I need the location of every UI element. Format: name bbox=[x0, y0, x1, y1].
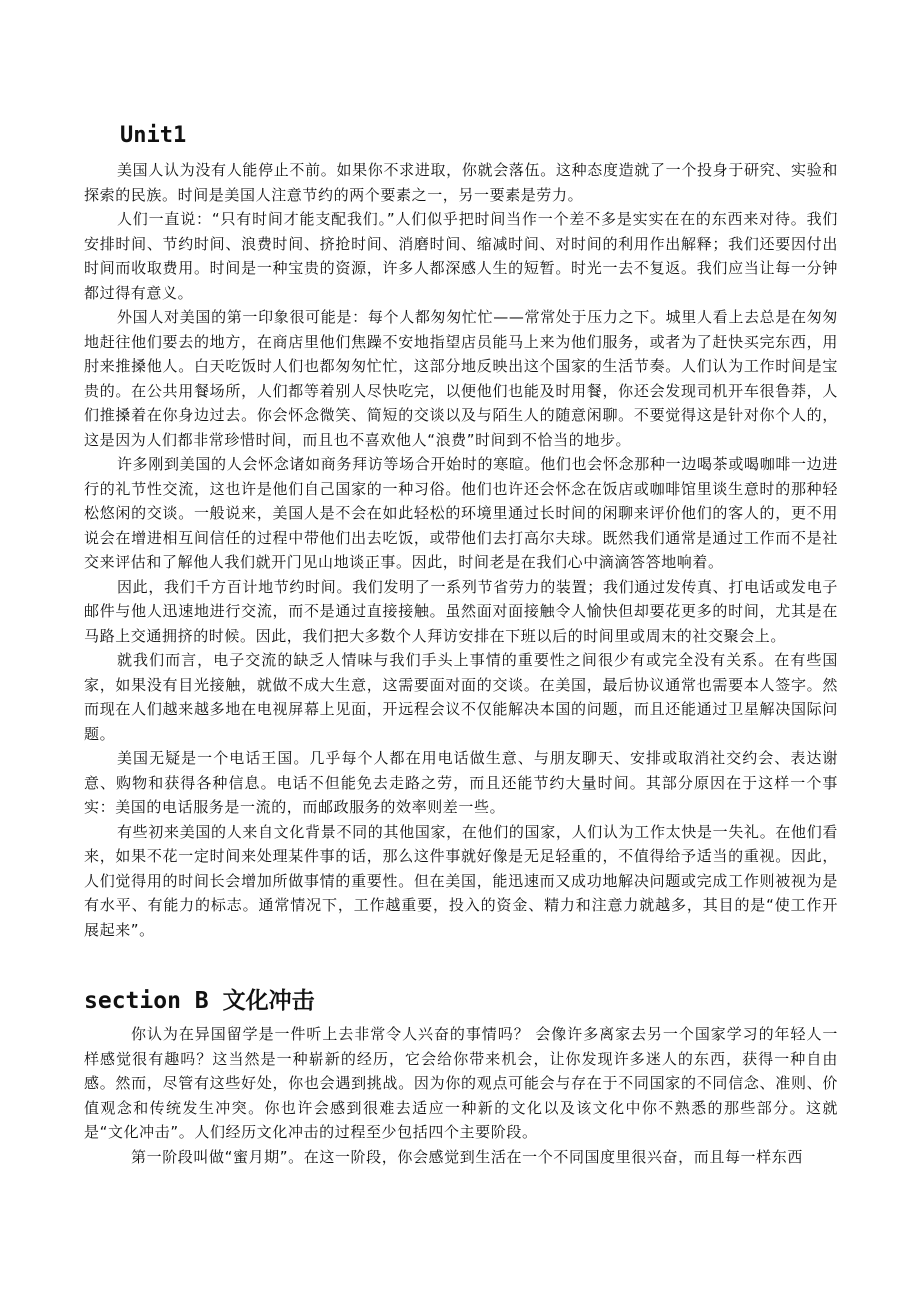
paragraph: 美国人认为没有人能停止不前。如果你不求进取，你就会落伍。这种态度造就了一个投身于研究、实验和探索的民族。时间是美国人注意节约的两个要素之一，另一要素是劳力。 bbox=[84, 161, 838, 204]
paragraph: 因此，我们千方百计地节约时间。我们发明了一系列节省劳力的装置；我们通过发传真、打电话或发电子邮件与他人迅速地进行交流，而不是通过直接接触。虽然面对面接触令人愉快但却要花更多的时间，尤其是在马路上交通拥挤的时候。因此，我们把大多数个人拜访安排在下班以后的时间里或周末的社交聚会上。 bbox=[84, 577, 838, 645]
section-title: 文化冲击 bbox=[222, 988, 315, 1014]
paragraph: 外国人对美国的第一印象很可能是：每个人都匆匆忙忙——常常处于压力之下。城里人看上去总是在匆匆地赶往他们要去的地方，在商店里他们焦躁不安地指望店员能马上来为他们服务，或者为了赶快买完东西，用肘来推搡他人。白天吃饭时人们也都匆匆忙忙，这部分地反映出这个国家的生活节奏。人们认为工作时间是宝贵的。在公共用餐场所，人们都等着别人尽快吃完，以便他们也能及时用餐，你还会发现司机开车很鲁莽，人们推搡着在你身边过去。你会怀念微笑、简短的交谈以及与陌生人的随意闲聊。不要觉得这是针对你个人的，这是因为人们都非常珍惜时间，而且也不喜欢他人“浪费”时间到不恰当的地步。 bbox=[84, 308, 838, 449]
paragraph: 人们一直说：“只有时间才能支配我们。”人们似乎把时间当作一个差不多是实实在在的东西来对待。我们安排时间、节约时间、浪费时间、挤抢时间、消磨时间、缩减时间、对时间的利用作出解释；我们还要因付出时间而收取费用。时间是一种宝贵的资源，许多人都深感人生的短暂。时光一去不复返。我们应当让每一分钟都过得有意义。 bbox=[84, 210, 838, 302]
paragraph: 许多刚到美国的人会怀念诸如商务拜访等场合开始时的寒暄。他们也会怀念那种一边喝茶或喝咖啡一边进行的礼节性交流，这也许是他们自己国家的一种习俗。他们也许还会怀念在饭店或咖啡馆里谈生意时的那种轻松悠闲的交谈。一般说来，美国人是不会在如此轻松的环境里通过长时间的闲聊来评价他们的客人的，更不用说会在增进相互间信任的过程中带他们出去吃饭，或带他们去打高尔夫球。既然我们通常是通过工作而不是社交来评估和了解他人我们就开门见山地谈正事。因此，时间老是在我们心中滴滴答答地响着。 bbox=[84, 455, 838, 571]
paragraph: 第一阶段叫做“蜜月期”。在这一阶段，你会感觉到生活在一个不同国度里很兴奋，而且每一样东西 bbox=[131, 1147, 803, 1166]
unit-title: Unit1 bbox=[120, 123, 187, 148]
paragraph: 美国无疑是一个电话王国。几乎每个人都在用电话做生意、与朋友聊天、安排或取消社交约会、表达谢意、购物和获得各种信息。电话不但能免去走路之劳，而且还能节约大量时间。其部分原因在于这样一个事实：美国的电话服务是一流的，而邮政服务的效率则差一些。 bbox=[84, 749, 838, 816]
paragraph: 你认为在异国留学是一件听上去非常令人兴奋的事情吗？ 会像许多离家去另一个国家学习的年轻人一样感觉很有趣吗？这当然是一种崭新的经历，它会给你带来机会，让你发现许多迷人的东西，获得一种自由感。然而，尽管有这些好处，你也会遇到挑战。因为你的观点可能会与存在于不同国家的不同信念、准则、价值观念和传统发生冲突。你也许会感到很难去适应一种新的文化以及该文化中你不熟悉的那些部分。这就是“文化冲击”。人们经历文化冲击的过程至少包括四个主要阶段。 bbox=[84, 1025, 838, 1141]
paragraph: 就我们而言，电子交流的缺乏人情味与我们手头上事情的重要性之间很少有或完全没有关系。在有些国家，如果没有目光接触，就做不成大生意，这需要面对面的交谈。在美国，最后协议通常也需要本人签字。然而现在人们越来越多地在电视屏幕上见面，开远程会议不仅能解决本国的问题，而且还能通过卫星解决国际问题。 bbox=[84, 651, 838, 743]
paragraph: 有些初来美国的人来自文化背景不同的其他国家，在他们的国家，人们认为工作太快是一失礼。在他们看来，如果不花一定时间来处理某件事的话，那么这件事就好像是无足轻重的，不值得给予适当的重视。因此，人们觉得用的时间长会增加所做事情的重要性。但在美国，能迅速而又成功地解决问题或完成工作则被视为是有水平、有能力的标志。通常情况下，工作越重要，投入的资金、精力和注意力就越多，其目的是“使工作开展起来”。 bbox=[84, 822, 838, 939]
section-label: section B bbox=[84, 988, 209, 1014]
section-heading bbox=[84, 985, 315, 1017]
section-a-body bbox=[84, 158, 838, 942]
section-b-body bbox=[84, 1022, 838, 1169]
